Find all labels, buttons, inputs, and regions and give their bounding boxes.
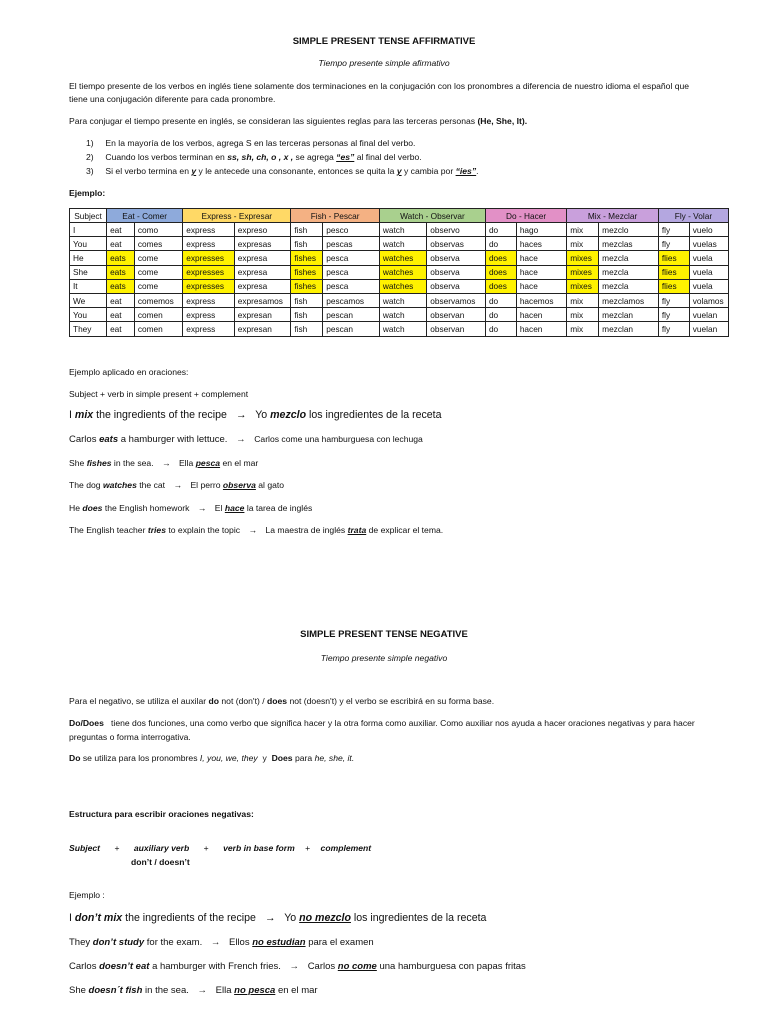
rules-intro-pronouns: (He, She, It).: [477, 116, 528, 126]
spanish-form-cell: expreso: [234, 223, 291, 237]
english-form-cell: flies: [658, 265, 689, 279]
spanish-form-cell: mezclan: [599, 308, 659, 322]
sentence-complement: the cat: [139, 480, 166, 490]
english-form-cell: fly: [658, 308, 689, 322]
spanish-form-cell: observo: [427, 223, 486, 237]
sentence-complement: in the sea.: [113, 458, 154, 468]
spanish-form-cell: expresa: [234, 265, 291, 279]
english-form-cell: express: [183, 237, 234, 251]
translation-verb: no estudian: [252, 937, 306, 948]
translation-complement: al gato: [258, 480, 285, 490]
english-form-cell: mixes: [567, 279, 599, 293]
spanish-form-cell: pescas: [323, 237, 380, 251]
table-row: [70, 237, 729, 251]
sentence-subject: She: [69, 985, 86, 996]
english-form-cell: fly: [658, 293, 689, 307]
spanish-form-cell: pesco: [323, 223, 380, 237]
spanish-form-cell: observas: [427, 237, 486, 251]
english-form-cell: fly: [658, 223, 689, 237]
spanish-form-cell: pescan: [323, 308, 380, 322]
english-form-cell: does: [485, 251, 516, 265]
english-form-cell: express: [183, 293, 234, 307]
negative-title: SIMPLE PRESENT TENSE NEGATIVE: [300, 629, 468, 640]
rule-1: [86, 138, 415, 148]
sentence-verb: don’t study: [92, 937, 145, 948]
spanish-form-cell: haces: [516, 237, 566, 251]
arrow-right-icon: →: [197, 503, 207, 513]
translation-subject: Ellos: [229, 937, 250, 948]
plus-sign: +: [305, 843, 311, 853]
paragraph-text: not (doesn't) y el verbo se escribirá en su forma base.: [289, 696, 495, 706]
spanish-form-cell: observan: [427, 308, 486, 322]
plus-sign: +: [203, 843, 209, 853]
spanish-form-cell: comen: [134, 322, 182, 336]
spanish-form-cell: pesca: [323, 279, 380, 293]
sentence-subject: They: [69, 937, 91, 948]
translation-subject: El perro: [190, 480, 221, 490]
negative-sentence: [69, 937, 374, 948]
sentence-verb: eats: [99, 434, 119, 445]
auxiliary-forms: don’t / doesn’t: [131, 857, 190, 867]
spanish-form-cell: observa: [427, 279, 486, 293]
header-watch: Watch - Observar: [379, 209, 485, 223]
english-form-cell: do: [485, 308, 516, 322]
sentence-subject: The dog: [69, 480, 101, 490]
english-form-cell: flies: [658, 251, 689, 265]
sentence-verb: don’t mix: [74, 912, 123, 924]
spanish-form-cell: mezclas: [599, 237, 659, 251]
subject-cell: He: [70, 251, 107, 265]
spanish-form-cell: hago: [516, 223, 566, 237]
english-form-cell: flies: [658, 279, 689, 293]
rule-text: y le antecede una consonante, entonces se quita la: [198, 166, 395, 176]
english-form-cell: mixes: [567, 251, 599, 265]
english-form-cell: fishes: [291, 279, 323, 293]
auxiliary-does: does: [266, 696, 288, 706]
spanish-form-cell: come: [134, 279, 182, 293]
plus-sign: +: [114, 843, 120, 853]
sentence-subject: Carlos: [69, 961, 97, 972]
spanish-form-cell: mezclamos: [599, 293, 659, 307]
sentence-verb: mix: [74, 409, 94, 421]
translation-subject: La maestra de inglés: [265, 525, 346, 535]
rule-number: 1): [86, 138, 94, 148]
sentence-verb: fishes: [86, 458, 112, 468]
english-form-cell: fish: [291, 308, 323, 322]
rule-text: y cambia por: [404, 166, 454, 176]
translation-verb: mezclo: [270, 409, 307, 421]
english-form-cell: watches: [379, 265, 426, 279]
paragraph-text: not (don't) /: [221, 696, 265, 706]
english-form-cell: do: [485, 293, 516, 307]
applied-label: Ejemplo aplicado en oraciones:: [69, 367, 189, 377]
spanish-form-cell: hace: [516, 265, 566, 279]
sentence-verb: watches: [102, 480, 137, 490]
spanish-form-cell: pesca: [323, 265, 380, 279]
english-form-cell: eat: [107, 308, 135, 322]
translation-complement: los ingredientes de la receta: [309, 409, 442, 421]
page-subtitle: Tiempo presente simple afirmativo: [318, 58, 450, 68]
spanish-form-cell: vuela: [689, 265, 728, 279]
table-row: [70, 223, 729, 237]
spanish-form-cell: mezcla: [599, 265, 659, 279]
english-form-cell: mixes: [567, 265, 599, 279]
paragraph-text: para: [294, 753, 313, 763]
spanish-form-cell: vuelan: [689, 308, 728, 322]
page-title: SIMPLE PRESENT TENSE AFFIRMATIVE: [292, 36, 476, 47]
sentence-subject: I: [69, 409, 72, 421]
rule-y-letter: y: [191, 166, 197, 176]
english-form-cell: mix: [567, 308, 599, 322]
english-form-cell: expresses: [183, 279, 234, 293]
arrow-right-icon: →: [289, 961, 300, 972]
translation-verb: no pesca: [234, 985, 276, 996]
english-form-cell: fishes: [291, 265, 323, 279]
sentence-verb: doesn’t eat: [99, 961, 150, 972]
verb-conjugation-table: [69, 208, 729, 337]
structure-title: Estructura para escribir oraciones negativas:: [69, 809, 254, 819]
translation-subject: Carlos: [307, 961, 336, 972]
english-form-cell: fish: [291, 223, 323, 237]
spanish-form-cell: expresa: [234, 251, 291, 265]
header-eat: Eat - Comer: [107, 209, 183, 223]
spanish-form-cell: hacen: [516, 308, 566, 322]
spanish-form-cell: expresa: [234, 279, 291, 293]
structure-auxiliary: auxiliary verb: [133, 843, 190, 853]
spanish-form-cell: come: [134, 251, 182, 265]
spanish-form-cell: pescan: [323, 322, 380, 336]
rule-es-suffix: “es”: [336, 152, 355, 162]
translation-verb: pesca: [195, 458, 221, 468]
translation-verb: hace: [224, 503, 245, 513]
spanish-form-cell: comes: [134, 237, 182, 251]
translation-complement: en el mar: [222, 458, 259, 468]
subject-cell: They: [70, 322, 107, 336]
translation-verb: observa: [222, 480, 256, 490]
rule-text: En la mayoría de los verbos, agrega S en las terceras personas al final del verbo.: [105, 138, 416, 148]
arrow-right-icon: →: [161, 458, 171, 468]
table-row: [70, 322, 729, 336]
rule-endings: ss, sh, ch, o , x ,: [227, 152, 294, 162]
translation-complement: en el mar: [277, 985, 318, 996]
spanish-form-cell: vuela: [689, 279, 728, 293]
subject-cell: You: [70, 237, 107, 251]
translation-subject: Yo: [284, 912, 297, 924]
rule-text: al final del verbo.: [356, 152, 422, 162]
translation-complement: una hamburguesa con papas fritas: [379, 961, 526, 972]
spanish-form-cell: expresas: [234, 237, 291, 251]
translation-complement: la tarea de inglés: [246, 503, 313, 513]
english-form-cell: watch: [379, 322, 426, 336]
sentence-subject: Carlos: [69, 434, 97, 445]
sentence-complement: to explain the topic: [168, 525, 241, 535]
sentence-subject: She: [69, 458, 85, 468]
table-row: [70, 251, 729, 265]
auxiliary-do: Do: [69, 753, 81, 763]
english-form-cell: watches: [379, 279, 426, 293]
spanish-form-cell: hacemos: [516, 293, 566, 307]
rule-text: Cuando los verbos terminan en: [105, 152, 225, 162]
spanish-form-cell: mezcla: [599, 251, 659, 265]
arrow-right-icon: →: [264, 912, 276, 924]
english-form-cell: do: [485, 237, 516, 251]
sentence-verb: does: [82, 503, 103, 513]
arrow-right-icon: →: [197, 985, 208, 996]
arrow-right-icon: →: [248, 525, 258, 535]
english-form-cell: mix: [567, 223, 599, 237]
sentence-verb: tries: [147, 525, 166, 535]
english-form-cell: express: [183, 223, 234, 237]
paragraph-text: se utiliza para los pronombres: [82, 753, 198, 763]
table-header-row: [70, 209, 729, 223]
spanish-form-cell: hace: [516, 251, 566, 265]
translation-verb: trata: [347, 525, 367, 535]
english-form-cell: does: [485, 279, 516, 293]
applied-structure: Subject + verb in simple present + complement: [69, 389, 249, 399]
negative-sentence: [69, 912, 486, 924]
negative-sentence: [69, 985, 318, 996]
spanish-form-cell: vuela: [689, 251, 728, 265]
sentence-complement: for the exam.: [146, 937, 203, 948]
sentence-complement: the ingredients of the recipe: [96, 409, 227, 421]
spanish-form-cell: mezclo: [599, 223, 659, 237]
english-form-cell: fish: [291, 293, 323, 307]
rule-y-letter: y: [396, 166, 402, 176]
rule-3: [86, 166, 479, 176]
negative-sentence: [69, 961, 526, 972]
english-form-cell: fish: [291, 322, 323, 336]
subject-cell: It: [70, 279, 107, 293]
english-form-cell: fishes: [291, 251, 323, 265]
english-form-cell: fly: [658, 237, 689, 251]
translation-subject: El: [214, 503, 223, 513]
negative-example-label: Ejemplo :: [69, 890, 105, 900]
spanish-form-cell: vuelo: [689, 223, 728, 237]
sentence-subject: He: [69, 503, 80, 513]
arrow-right-icon: →: [210, 937, 221, 948]
paragraph-text: tiene dos funciones, una como verbo que significa hacer y la otra forma como auxiliar. Como auxiliar nos ayuda a hacer oraciones negativas y para hacer preguntas o forma interrogativa.: [69, 718, 695, 742]
spanish-form-cell: comemos: [134, 293, 182, 307]
english-form-cell: watches: [379, 251, 426, 265]
header-fish: Fish - Pescar: [291, 209, 380, 223]
english-form-cell: do: [485, 322, 516, 336]
spanish-form-cell: observan: [427, 322, 486, 336]
auxiliary-do: do: [208, 696, 219, 706]
english-form-cell: do: [485, 223, 516, 237]
translation-subject: Yo: [255, 409, 268, 421]
arrow-right-icon: →: [173, 480, 183, 490]
english-form-cell: eats: [107, 251, 135, 265]
spanish-form-cell: expresamos: [234, 293, 291, 307]
negative-structure: [69, 843, 371, 853]
paragraph-text: y: [262, 753, 267, 763]
do-does-label: Do/Does: [69, 718, 104, 728]
english-form-cell: watch: [379, 308, 426, 322]
example-sentence: [69, 503, 312, 513]
example-sentence: [69, 458, 258, 468]
sentence-complement: in the sea.: [145, 985, 189, 996]
example-sentence: [69, 434, 423, 445]
english-form-cell: does: [485, 265, 516, 279]
structure-verb: verb in base form: [223, 843, 295, 853]
header-fly: Fly - Volar: [658, 209, 728, 223]
english-form-cell: eats: [107, 279, 135, 293]
spanish-form-cell: pesca: [323, 251, 380, 265]
rule-text: se agrega: [295, 152, 334, 162]
table-row: [70, 308, 729, 322]
subject-cell: She: [70, 265, 107, 279]
english-form-cell: eats: [107, 265, 135, 279]
translation-subject: Ella: [215, 985, 232, 996]
english-form-cell: expresses: [183, 265, 234, 279]
english-form-cell: watch: [379, 293, 426, 307]
negative-subtitle: Tiempo presente simple negativo: [320, 653, 448, 663]
sentence-complement: the ingredients of the recipe: [125, 912, 256, 924]
header-express: Express - Expresar: [183, 209, 291, 223]
spanish-form-cell: hacen: [516, 322, 566, 336]
arrow-right-icon: →: [236, 434, 246, 445]
translation-complement: para el examen: [308, 937, 374, 948]
example-label: Ejemplo:: [69, 188, 106, 198]
spanish-form-cell: observa: [427, 251, 486, 265]
example-sentence: [69, 525, 443, 535]
english-form-cell: express: [183, 322, 234, 336]
example-sentence: [69, 480, 284, 490]
sentence-complement: the English homework: [104, 503, 190, 513]
sentence-subject: I: [69, 912, 72, 924]
auxiliary-does: Does: [271, 753, 293, 763]
english-form-cell: mix: [567, 237, 599, 251]
rule-number: 2): [86, 152, 94, 162]
sentence-complement: a hamburger with lettuce.: [120, 434, 228, 445]
spanish-form-cell: vuelan: [689, 322, 728, 336]
sentence-subject: The English teacher: [69, 525, 146, 535]
translation-text: Carlos come una hamburguesa con lechuga: [254, 434, 423, 444]
spanish-form-cell: pescamos: [323, 293, 380, 307]
rules-intro-text: Para conjugar el tiempo presente en inglés, se consideran las siguientes reglas para las terceras personas: [69, 116, 476, 126]
english-form-cell: expresses: [183, 251, 234, 265]
spanish-form-cell: observa: [427, 265, 486, 279]
negative-paragraph-1: [69, 696, 494, 706]
pronouns-do: I, you, we, they: [199, 753, 258, 763]
table-row: [70, 265, 729, 279]
table-row: [70, 279, 729, 293]
spanish-form-cell: hace: [516, 279, 566, 293]
rule-number: 3): [86, 166, 94, 176]
subject-cell: You: [70, 308, 107, 322]
sentence-verb: doesn´t fish: [88, 985, 143, 996]
subject-cell: We: [70, 293, 107, 307]
english-form-cell: watch: [379, 237, 426, 251]
spanish-form-cell: observamos: [427, 293, 486, 307]
english-form-cell: eat: [107, 322, 135, 336]
pronouns-does: he, she, it.: [314, 753, 355, 763]
structure-complement: complement: [320, 843, 372, 853]
english-form-cell: watch: [379, 223, 426, 237]
rule-text: Si el verbo termina en: [105, 166, 189, 176]
spanish-form-cell: expresan: [234, 308, 291, 322]
rules-intro: [69, 116, 527, 126]
translation-verb: no mezclo: [299, 912, 351, 924]
spanish-form-cell: volamos: [689, 293, 728, 307]
english-form-cell: express: [183, 308, 234, 322]
translation-complement: de explicar el tema.: [368, 525, 444, 535]
rule-2: [86, 152, 422, 162]
negative-paragraph-3: [69, 753, 354, 763]
rule-ies-suffix: “ies”: [455, 166, 477, 176]
translation-subject: Ella: [178, 458, 194, 468]
spanish-form-cell: mezclan: [599, 322, 659, 336]
table-row: [70, 293, 729, 307]
spanish-form-cell: vuelas: [689, 237, 728, 251]
english-form-cell: fish: [291, 237, 323, 251]
english-form-cell: mix: [567, 322, 599, 336]
english-form-cell: eat: [107, 223, 135, 237]
intro-paragraph: El tiempo presente de los verbos en inglés tiene solamente dos terminaciones en la conjugación con los pronombres a diferencia de nuestro idioma el español que tiene una conjugación diferente para cada pronombre.: [69, 81, 690, 104]
example-sentence: [69, 409, 442, 421]
negative-paragraph-2: [69, 716, 709, 744]
header-mix: Mix - Mezclar: [567, 209, 659, 223]
spanish-form-cell: come: [134, 265, 182, 279]
paragraph-text: Para el negativo, se utiliza el auxilar: [69, 696, 207, 706]
arrow-right-icon: →: [235, 409, 247, 421]
spanish-form-cell: comen: [134, 308, 182, 322]
sentence-complement: a hamburger with French fries.: [152, 961, 281, 972]
header-subject: Subject: [70, 209, 107, 223]
spanish-form-cell: mezcla: [599, 279, 659, 293]
english-form-cell: eat: [107, 237, 135, 251]
translation-complement: los ingredientes de la receta: [353, 912, 487, 924]
header-do: Do - Hacer: [485, 209, 566, 223]
spanish-form-cell: expresan: [234, 322, 291, 336]
rule-period: .: [476, 166, 479, 176]
spanish-form-cell: como: [134, 223, 182, 237]
english-form-cell: mix: [567, 293, 599, 307]
english-form-cell: eat: [107, 293, 135, 307]
structure-subject: Subject: [69, 843, 101, 853]
english-form-cell: fly: [658, 322, 689, 336]
translation-verb: no come: [337, 961, 377, 972]
subject-cell: I: [70, 223, 107, 237]
